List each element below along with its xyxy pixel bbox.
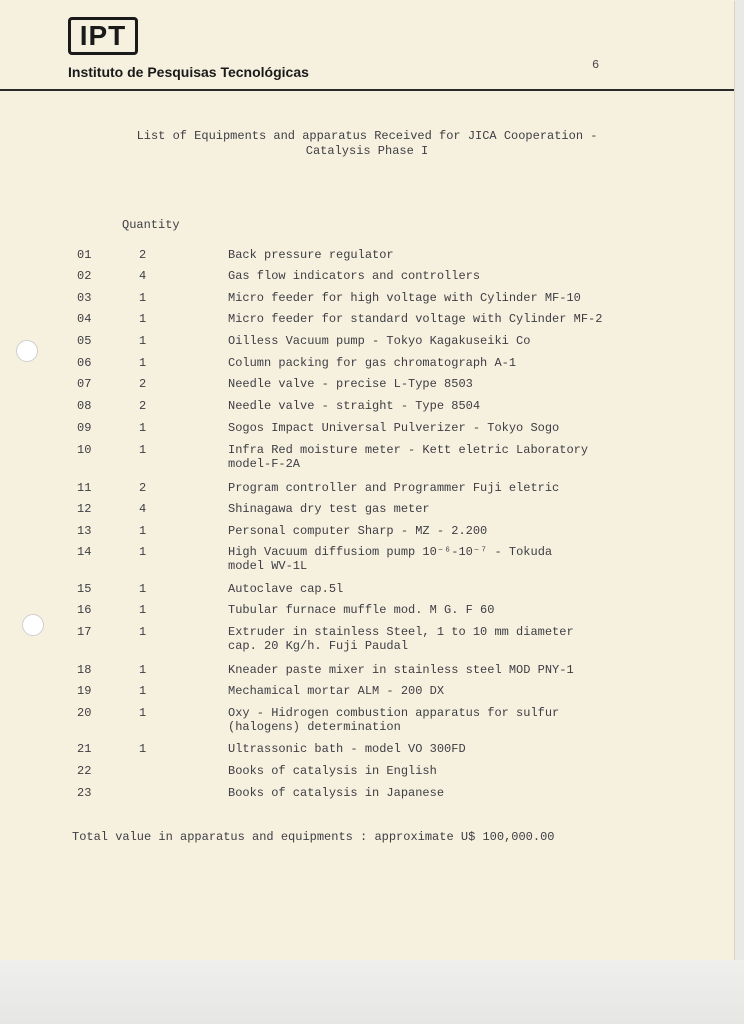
item-quantity: 1 [139,684,147,698]
description-line: High Vacuum diffusiom pump 10⁻⁶-10⁻⁷ - Tokuda [228,545,553,559]
item-description [228,421,559,435]
item-number: 05 [77,334,92,348]
item-number: 14 [77,545,92,559]
description-line: model WV-1L [228,559,308,573]
item-number: 08 [77,399,92,413]
item-quantity: 1 [139,334,147,348]
item-quantity: 2 [139,377,147,391]
item-description [228,684,444,698]
item-quantity: 1 [139,421,147,435]
item-description [228,603,494,617]
header-rule [0,89,734,91]
item-quantity: 1 [139,545,147,559]
description-line: cap. 20 Kg/h. Fuji Paudal [228,639,409,653]
item-description [228,334,530,348]
description-line: Kneader paste mixer in stainless steel MOD PNY-1 [228,663,574,677]
item-description [228,742,466,756]
item-description [228,524,487,538]
item-description [228,377,473,391]
document-title-line-2: Catalysis Phase I [305,144,429,158]
item-number: 15 [77,582,92,596]
logo-text: IPT [79,20,127,51]
item-number: 09 [77,421,92,435]
item-quantity: 1 [139,706,147,720]
item-number: 10 [77,443,92,457]
description-line: Extruder in stainless Steel, 1 to 10 mm diameter [228,625,574,639]
item-quantity: 2 [139,481,147,495]
item-description [228,764,437,778]
punch-hole-lower [22,614,44,636]
item-number: 07 [77,377,92,391]
item-quantity: 4 [139,502,147,516]
page-number: 6 [592,58,600,72]
item-quantity: 1 [139,356,147,370]
description-line: Column packing for gas chromatograph A-1 [228,356,517,370]
item-quantity: 1 [139,443,147,457]
description-line: Personal computer Sharp - MZ - 2.200 [228,524,488,538]
description-line: model-F-2A [228,457,301,471]
item-number: 18 [77,663,92,677]
item-number: 22 [77,764,92,778]
item-number: 06 [77,356,92,370]
item-description [228,269,480,283]
description-line: Micro feeder for standard voltage with Cylinder MF-2 [228,312,603,326]
item-number: 04 [77,312,92,326]
item-quantity: 1 [139,742,147,756]
item-description [228,312,602,326]
institute-name: Instituto de Pesquisas Tecnológicas [68,64,309,80]
description-line: (halogens) determination [228,720,401,734]
item-description [228,248,394,262]
item-quantity: 1 [139,625,147,639]
item-quantity: 1 [139,291,147,305]
description-line: Infra Red moisture meter - Kett eletric Laboratory [228,443,589,457]
description-line: Shinagawa dry test gas meter [228,502,430,516]
item-quantity: 1 [139,524,147,538]
punch-hole-upper [16,340,38,362]
description-line: Sogos Impact Universal Pulverizer - Tokyo Sogo [228,421,560,435]
quantity-column-header: Quantity [122,218,180,232]
item-quantity: 1 [139,603,147,617]
description-line: Oilless Vacuum pump - Tokyo Kagakuseiki Co [228,334,531,348]
item-description [228,399,480,413]
item-description [228,356,516,370]
item-number: 19 [77,684,92,698]
total-value: Total value in apparatus and equipments : approximate U$ 100,000.00 [72,830,555,844]
item-number: 02 [77,269,92,283]
description-line: Program controller and Programmer Fuji eletric [228,481,560,495]
item-number: 12 [77,502,92,516]
item-number: 13 [77,524,92,538]
item-quantity: 4 [139,269,147,283]
description-line: Gas flow indicators and controllers [228,269,481,283]
item-number: 23 [77,786,92,800]
document-title-line-1: List of Equipments and apparatus Received for JICA Cooperation - [136,129,598,143]
scan-background [0,960,744,1024]
item-description [228,545,552,573]
ipt-logo [68,17,138,55]
item-number: 03 [77,291,92,305]
description-line: Oxy - Hidrogen combustion apparatus for sulfur [228,706,560,720]
description-line: Autoclave cap.5l [228,582,344,596]
item-number: 20 [77,706,92,720]
description-line: Micro feeder for high voltage with Cylinder MF-10 [228,291,581,305]
item-description [228,706,559,734]
item-description [228,786,444,800]
item-quantity: 2 [139,248,147,262]
description-line: Back pressure regulator [228,248,394,262]
item-number: 17 [77,625,92,639]
item-number: 11 [77,481,92,495]
item-quantity: 1 [139,663,147,677]
description-line: Ultrassonic bath - model VO 300FD [228,742,466,756]
item-number: 21 [77,742,92,756]
item-description [228,291,581,305]
item-quantity: 1 [139,582,147,596]
description-line: Needle valve - precise L-Type 8503 [228,377,473,391]
item-description [228,443,588,471]
item-description [228,625,574,653]
item-description [228,582,343,596]
item-description [228,663,574,677]
description-line: Tubular furnace muffle mod. M G. F 60 [228,603,495,617]
item-quantity: 1 [139,312,147,326]
item-quantity: 2 [139,399,147,413]
description-line: Mechamical mortar ALM - 200 DX [228,684,445,698]
description-line: Books of catalysis in Japanese [228,786,445,800]
item-number: 01 [77,248,92,262]
description-line: Books of catalysis in English [228,764,437,778]
item-number: 16 [77,603,92,617]
item-description [228,481,559,495]
item-description [228,502,430,516]
description-line: Needle valve - straight - Type 8504 [228,399,481,413]
